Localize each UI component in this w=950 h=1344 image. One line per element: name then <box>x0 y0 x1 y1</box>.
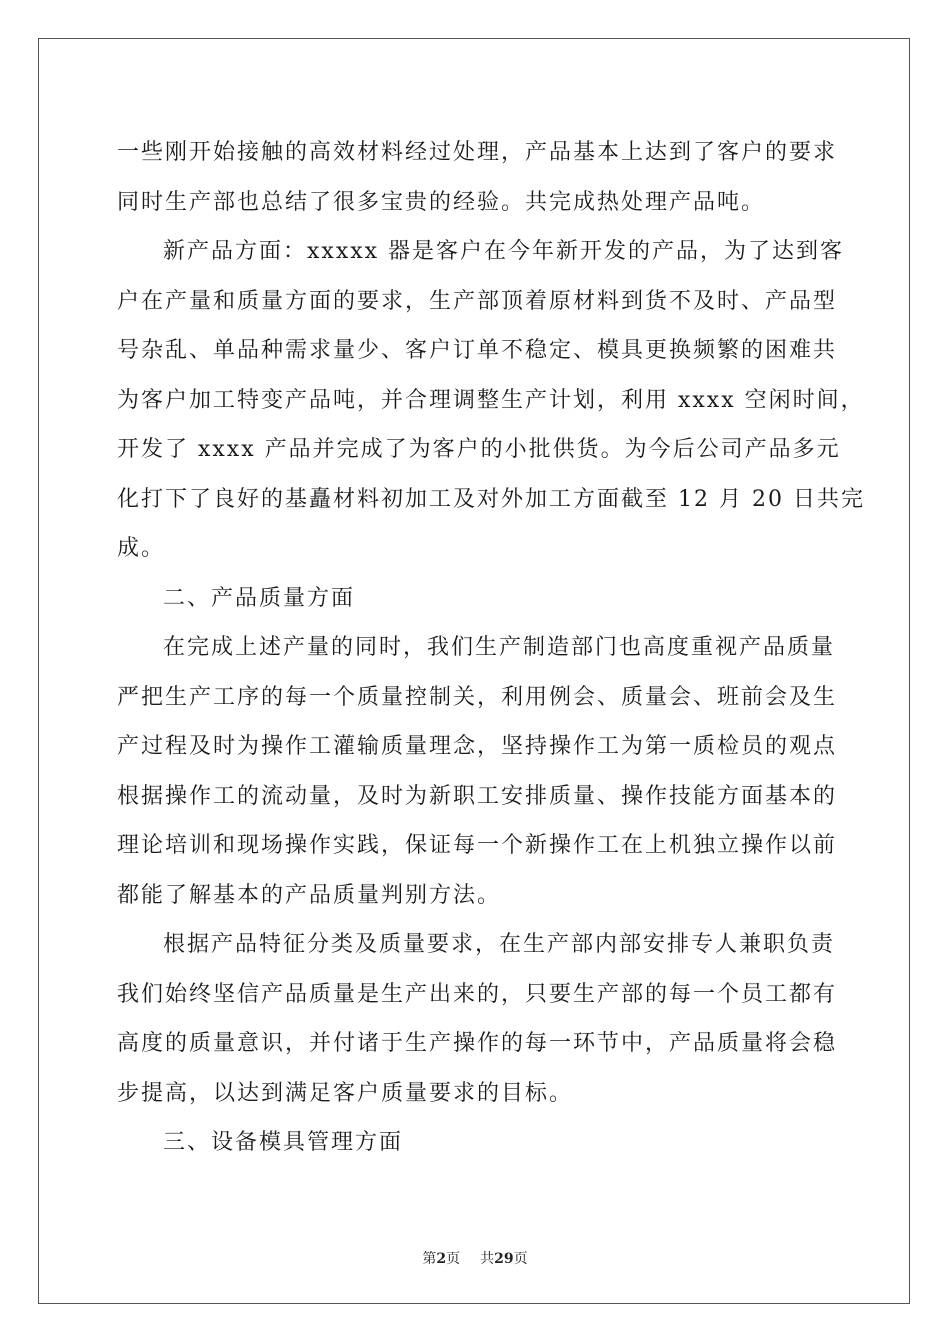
text-line: 成。 <box>117 536 166 561</box>
text-line: 步提高，以达到满足客户质量要求的目标。 <box>117 1080 574 1106</box>
total-suffix: 页 <box>513 1251 528 1267</box>
text-line: 高度的质量意识，并付诸于生产操作的每一环节中，产品质量将会稳 <box>117 1031 838 1056</box>
text-line: 化打下了良好的基矗材料初加工及对外加工方面截至 12 月 20 日共完 <box>117 486 865 512</box>
page-footer <box>0 1248 950 1268</box>
text-line: 号杂乱、单品种需求量少、客户订单不稳定、模具更换频繁的困难共 <box>117 338 838 363</box>
text-line: 产过程及时为操作工灌输质量理念，坚持操作工为第一质检员的观点 <box>117 734 838 759</box>
section-heading: 二、产品质量方面 <box>163 585 356 611</box>
text-line: 同时生产部也总结了很多宝贵的经验。共完成热处理产品吨。 <box>117 189 766 215</box>
text-line: 都能了解基本的产品质量判别方法。 <box>117 882 502 908</box>
text-line: 一些刚开始接触的高效材料经过处理，产品基本上达到了客户的要求 <box>117 140 838 165</box>
page-suffix: 页 <box>446 1251 461 1267</box>
text-line: 为客户加工特变产品吨，并合理调整生产计划，利用 xxxx 空闲时间， <box>117 387 865 413</box>
paragraph-start-line: 新产品方面：xxxxx 器是客户在今年新开发的产品，为了达到客 <box>163 239 845 264</box>
text-line: 我们始终坚信产品质量是生产出来的，只要生产部的每一个员工都有 <box>117 981 838 1007</box>
paragraph-start-line: 根据产品特征分类及质量要求，在生产部内部安排专人兼职负责 <box>163 932 836 957</box>
text-line: 开发了 xxxx 产品并完成了为客户的小批供货。为今后公司产品多元 <box>117 437 841 462</box>
total-pages: 29 <box>494 1251 514 1267</box>
paragraph-start-line: 在完成上述产量的同时，我们生产制造部门也高度重视产品质量 <box>163 635 836 660</box>
page-number: 2 <box>436 1251 447 1267</box>
document-body <box>117 128 865 1168</box>
section-heading: 三、设备模具管理方面 <box>163 1130 404 1155</box>
text-line: 严把生产工序的每一个质量控制关，利用例会、质量会、班前会及生 <box>117 684 838 710</box>
text-line: 理论培训和现场操作实践，保证每一个新操作工在上机独立操作以前 <box>117 833 838 858</box>
page-prefix: 第 <box>422 1251 437 1267</box>
text-line: 户在产量和质量方面的要求，生产部顶着原材料到货不及时、产品型 <box>117 288 838 314</box>
total-prefix: 共 <box>480 1251 495 1267</box>
text-line: 根据操作工的流动量，及时为新职工安排质量、操作技能方面基本的 <box>117 783 838 809</box>
